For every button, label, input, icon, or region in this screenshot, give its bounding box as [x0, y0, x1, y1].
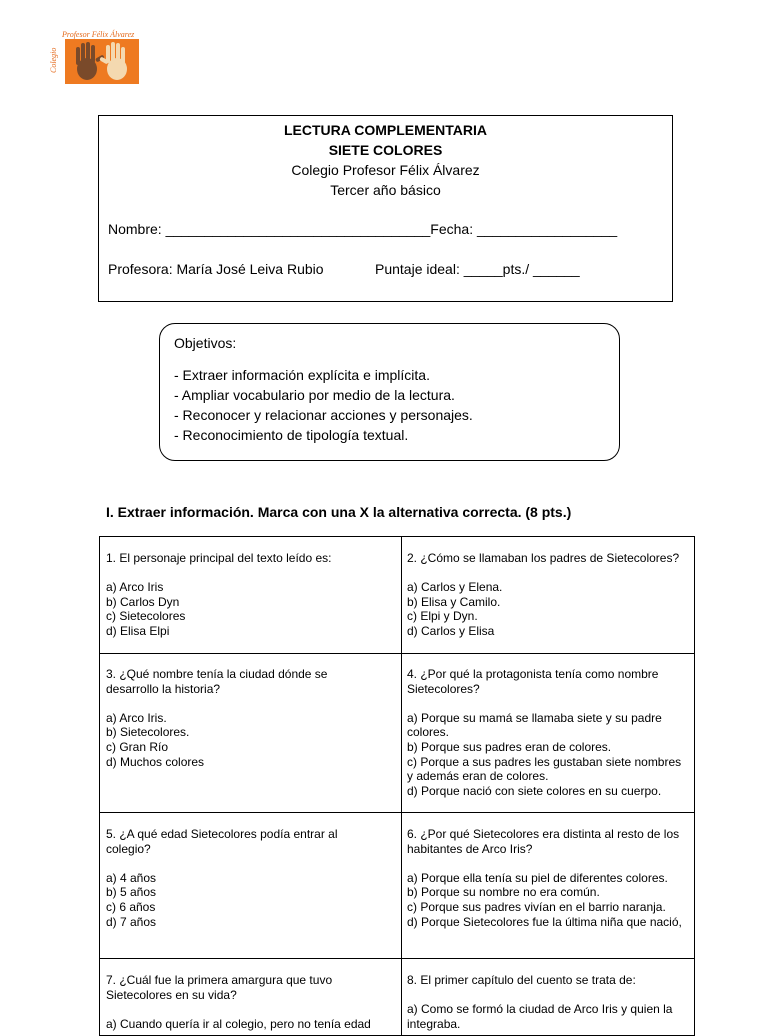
option-b[interactable]: b) 5 años [106, 885, 157, 900]
doc-title: LECTURA COMPLEMENTARIA [284, 122, 487, 138]
option-a[interactable]: a) Carlos y Elena. [407, 580, 503, 595]
option-b[interactable]: b) Carlos Dyn [106, 594, 180, 609]
option-a[interactable]: a) 4 años [106, 870, 157, 885]
logo-hands-graphic [65, 39, 139, 84]
option-c[interactable]: c) Porque sus padres vivían en el barrio naranja. [407, 899, 666, 914]
option-d[interactable]: d) Elisa Elpi [106, 623, 170, 638]
options-list [407, 871, 687, 929]
option-b[interactable]: b) Porque su nombre no era común. [407, 885, 600, 900]
question-text: 4. ¿Por qué la protagonista tenía como nombre Sietecolores? [407, 667, 659, 696]
option-b[interactable]: b) Elisa y Camilo. [407, 594, 501, 609]
objective-item: - Extraer información explícita e implícita. [174, 367, 430, 383]
grade-level: Tercer año básico [330, 182, 441, 198]
option-c[interactable]: c) Gran Río [106, 739, 169, 754]
option-a[interactable]: a) Como se formó la ciudad de Arco Iris y quien la integraba. [407, 1002, 673, 1031]
table-divider [401, 537, 402, 1035]
teacher-name: Profesora: María José Leiva Rubio [108, 261, 324, 277]
questions-table [99, 536, 695, 1036]
question-text: 8. El primer capítulo del cuento se trata de: [407, 973, 636, 987]
logo-top-text: Profesor Félix Álvarez [62, 30, 135, 39]
options-list [106, 1017, 392, 1032]
question-cell-4 [407, 667, 687, 798]
school-name: Colegio Profesor Félix Álvarez [291, 162, 480, 178]
options-list [106, 871, 361, 929]
option-d[interactable]: d) 7 años [106, 914, 157, 929]
table-divider [100, 958, 694, 959]
question-text: 2. ¿Cómo se llamaban los padres de Sietecolores? [407, 551, 680, 565]
question-text: 7. ¿Cuál fue la primera amargura que tuvo Sietecolores en su vida? [106, 973, 333, 1002]
options-list [106, 711, 361, 769]
options-list [407, 1002, 687, 1031]
doc-subtitle: SIETE COLORES [328, 142, 443, 158]
option-d[interactable]: d) Porque nació con siete colores en su cuerpo. [407, 783, 662, 798]
options-list [407, 711, 687, 799]
objective-item: - Ampliar vocabulario por medio de la lectura. [174, 387, 455, 403]
objectives-list [174, 365, 473, 445]
options-list [106, 580, 388, 638]
header-box [98, 115, 673, 302]
logo-vertical-text: Colegio [49, 47, 58, 73]
question-cell-2 [407, 551, 687, 639]
option-c[interactable]: c) 6 años [106, 899, 156, 914]
hands-icon [65, 39, 139, 84]
question-cell-1 [106, 551, 388, 639]
option-a[interactable]: a) Arco Iris. [106, 710, 167, 725]
question-text: 1. El personaje principal del texto leído es: [106, 551, 332, 565]
objectives-title: Objetivos: [174, 335, 237, 351]
question-text: 3. ¿Qué nombre tenía la ciudad dónde se desarrollo la historia? [106, 667, 328, 696]
question-cell-8 [407, 973, 687, 1031]
option-c[interactable]: c) Sietecolores [106, 609, 186, 624]
option-d[interactable]: d) Carlos y Elisa [407, 623, 495, 638]
question-cell-6 [407, 827, 687, 929]
table-divider [100, 812, 694, 813]
option-c[interactable]: c) Porque a sus padres les gustaban siete nombres y además eran de colores. [407, 754, 682, 784]
option-d[interactable]: d) Muchos colores [106, 754, 205, 769]
option-d[interactable]: d) Porque Sietecolores fue la última niña que nació, [407, 914, 682, 929]
school-logo [49, 30, 141, 86]
option-b[interactable]: b) Sietecolores. [106, 725, 190, 740]
objectives-box [159, 323, 620, 461]
option-c[interactable]: c) Elpi y Dyn. [407, 609, 478, 624]
options-list [407, 580, 687, 638]
question-cell-5 [106, 827, 361, 929]
question-cell-3 [106, 667, 361, 769]
question-cell-7 [106, 973, 392, 1031]
question-text: 6. ¿Por qué Sietecolores era distinta al resto de los habitantes de Arco Iris? [407, 827, 680, 856]
question-text: 5. ¿A qué edad Sietecolores podía entrar al colegio? [106, 827, 338, 856]
score-field[interactable]: Puntaje ideal: _____pts./ ______ [375, 261, 580, 277]
option-a[interactable]: a) Arco Iris [106, 580, 164, 595]
option-a[interactable]: a) Porque ella tenía su piel de diferentes colores. [407, 870, 668, 885]
option-a[interactable]: a) Cuando quería ir al colegio, pero no tenía edad [106, 1016, 371, 1031]
table-divider [100, 653, 694, 654]
objective-item: - Reconocer y relacionar acciones y personajes. [174, 407, 473, 423]
section-title: I. Extraer información. Marca con una X la alternativa correcta. (8 pts.) [106, 504, 572, 520]
objective-item: - Reconocimiento de tipología textual. [174, 427, 409, 443]
option-a[interactable]: a) Porque su mamá se llamaba siete y su padre colores. [407, 710, 662, 740]
name-date-field[interactable]: Nombre: __________________________________Fecha: __________________ [108, 221, 618, 237]
option-b[interactable]: b) Porque sus padres eran de colores. [407, 739, 612, 754]
